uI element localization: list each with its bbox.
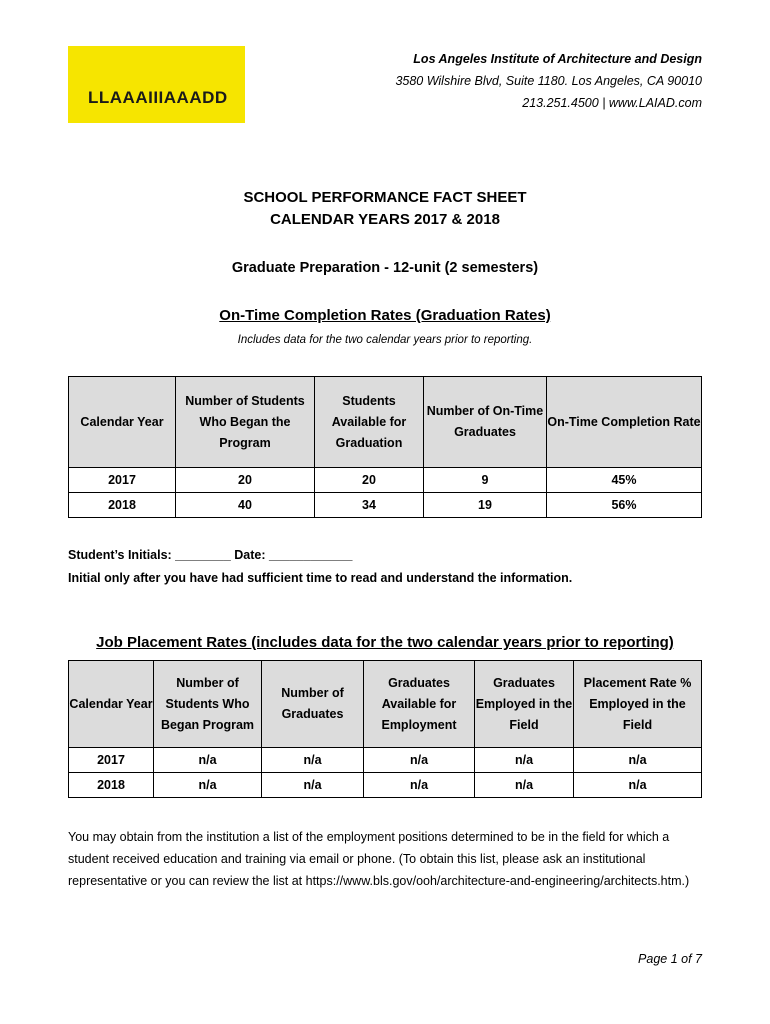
header-cell: Number of Students Who Began the Program [176,377,315,468]
header-cell: Students Available for Graduation [315,377,424,468]
institution-address: 3580 Wilshire Blvd, Suite 1180. Los Angeles, CA 90010 [395,74,702,88]
header-cell: Graduates Employed in the Field [475,661,574,748]
table-cell: 2018 [69,493,176,518]
table-cell: n/a [364,773,475,798]
table-cell: n/a [574,773,702,798]
table-cell: n/a [262,773,364,798]
table-cell: 34 [315,493,424,518]
completion-table [68,376,702,518]
completion-heading: On-Time Completion Rates (Graduation Rates) [219,307,551,324]
table-row [69,468,702,493]
table-cell: 45% [547,468,702,493]
logo [68,46,245,123]
table-cell: n/a [262,748,364,773]
table-cell: 9 [424,468,547,493]
institution-contact: 213.251.4500 | www.LAIAD.com [522,96,702,110]
table-cell: 56% [547,493,702,518]
header-cell: Number of Graduates [262,661,364,748]
placement-heading: Job Placement Rates (includes data for the two calendar years prior to reporting) [96,634,674,651]
initials-line: Student’s Initials: ________ Date: ____________ [68,548,353,562]
table-cell: n/a [154,773,262,798]
institution-name: Los Angeles Institute of Architecture and Design [413,52,702,66]
table-cell: 20 [315,468,424,493]
header-cell: Number of On-Time Graduates [424,377,547,468]
table-cell: 40 [176,493,315,518]
header-cell: Number of Students Who Began Program [154,661,262,748]
title-line-2: CALENDAR YEARS 2017 & 2018 [270,211,500,228]
logo-text: LLAAAIIIAAADD [88,88,228,107]
header-cell: Graduates Available for Employment [364,661,475,748]
document-title [0,187,770,231]
table-cell: 2017 [69,748,154,773]
table-header-row [69,377,702,468]
table-cell: 20 [176,468,315,493]
header-cell: Placement Rate % Employed in the Field [574,661,702,748]
table-header-row [69,661,702,748]
table-cell: n/a [154,748,262,773]
table-cell: n/a [574,748,702,773]
table-row [69,773,702,798]
employment-list-note: You may obtain from the institution a list of the employment positions determined to be in the field for which a student received education and training via email or phone. (To obtain this list, please ask an institutional representative or you can review the list at https://www.bls.gov/ooh/architecture-and-engineering/architects.htm.) [68,830,690,888]
table-cell: n/a [364,748,475,773]
program-name: Graduate Preparation - 12-unit (2 semesters) [231,260,539,276]
completion-note: Includes data for the two calendar years prior to reporting. [237,334,533,346]
table-row [69,493,702,518]
table-cell: n/a [475,773,574,798]
initials-note: Initial only after you have had sufficient time to read and understand the information. [68,571,573,585]
header-cell: Calendar Year [69,661,154,748]
table-cell: 2017 [69,468,176,493]
table-cell: 19 [424,493,547,518]
table-cell: 2018 [69,773,154,798]
title-line-1: SCHOOL PERFORMANCE FACT SHEET [243,189,527,206]
header-cell: Calendar Year [69,377,176,468]
header-cell: On-Time Completion Rate [547,377,702,468]
institution-header [395,48,702,114]
table-row [69,748,702,773]
page-number: Page 1 of 7 [638,952,702,966]
table-cell: n/a [475,748,574,773]
placement-table [68,660,702,798]
